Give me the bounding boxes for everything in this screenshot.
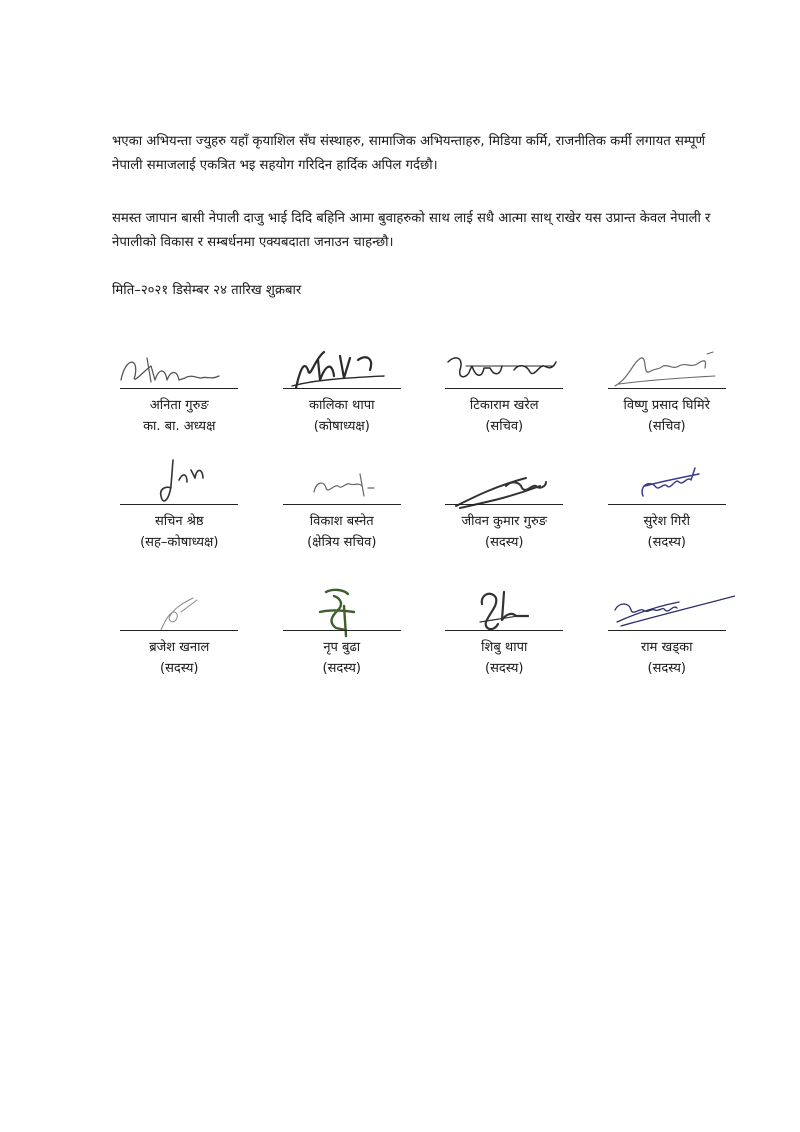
signatory-name: जीवन कुमार गुरुङ — [461, 514, 548, 529]
signatory-name: शिबु थापा — [481, 640, 528, 655]
signatory-name: टिकाराम खरेल — [469, 398, 539, 413]
signature-block — [261, 456, 424, 582]
signatory-title: (क्षेत्रिय सचिव) — [307, 535, 377, 550]
signature-line — [445, 630, 563, 631]
signatory-title: (सदस्य) — [485, 535, 524, 550]
appeal-paragraph: भएका अभियन्ता ज्युहरु यहाँ कृयाशिल सँघ संस्थाहरु, सामाजिक अभियन्ताहरु, मिडिया कर्मि, राजनीतिक कर्मी लगायत सम्पूर्ण नेपाली समाजलाई एकत्रित भइ सहयोग गरिदिन हार्दिक अपिल गर्दछौ। — [112, 134, 706, 173]
signatory-title: (सदस्य) — [160, 661, 199, 676]
signatory-title: (सह–कोषाध्यक्ष) — [140, 535, 219, 550]
signatory-name: सचिन श्रेष्ठ — [154, 514, 204, 529]
signatory-title: (सचिव) — [647, 419, 686, 434]
signature-line — [608, 388, 726, 389]
signature-block — [423, 340, 586, 456]
signature-line — [608, 504, 726, 505]
signature-line — [120, 504, 238, 505]
signatory-title: (सदस्य) — [647, 661, 686, 676]
signature-line — [445, 388, 563, 389]
solidarity-paragraph: समस्त जापान बासी नेपाली दाजु भाई दिदि बहिनि आमा बुवाहरुको साथ लाई सधै आत्मा साथ् राखेर यस उप्रान्त केवल नेपाली र नेपालीको विकास र सम्बर्धनमा एक्यबदाता जनाउन चाहन्छौ। — [112, 211, 711, 250]
signature-block — [423, 456, 586, 582]
signature-block — [586, 340, 749, 456]
signature-block — [423, 582, 586, 702]
signatory-name: विकाश बस्नेत — [309, 514, 374, 529]
signatory-name: सुरेश गिरी — [643, 514, 690, 529]
signatory-name: नृप बुढा — [323, 640, 361, 655]
signature-grid — [98, 340, 748, 702]
signature-line — [120, 630, 238, 631]
signatory-title: (सदस्य) — [485, 661, 524, 676]
signature-block — [98, 456, 261, 582]
signature-block — [261, 340, 424, 456]
signature-block — [98, 582, 261, 702]
signature-line — [445, 504, 563, 505]
signatory-name: विष्णु प्रसाद घिमिरे — [623, 398, 710, 413]
signatory-title: का. बा. अध्यक्ष — [143, 419, 216, 434]
signatory-name: कालिका थापा — [309, 398, 375, 413]
signature-line — [283, 504, 401, 505]
signatory-title: (सदस्य) — [322, 661, 361, 676]
signature-block — [98, 340, 261, 456]
signature-block — [261, 582, 424, 702]
signature-line — [120, 388, 238, 389]
signature-block — [586, 582, 749, 702]
signatory-title: (सदस्य) — [647, 535, 686, 550]
signature-line — [608, 630, 726, 631]
signature-block — [586, 456, 749, 582]
signature-line — [283, 388, 401, 389]
signatory-title: (कोषाध्यक्ष) — [313, 419, 370, 434]
signature-line — [283, 630, 401, 631]
signatory-name: अनिता गुरुङ — [149, 398, 209, 413]
signatory-name: राम खड्का — [640, 640, 693, 655]
signatory-title: (सचिव) — [485, 419, 524, 434]
signatory-name: ब्रजेश खनाल — [149, 640, 210, 655]
document-date: मिति–२०२१ डिसेम्बर २४ तारिख शुक्रबार — [112, 283, 302, 298]
